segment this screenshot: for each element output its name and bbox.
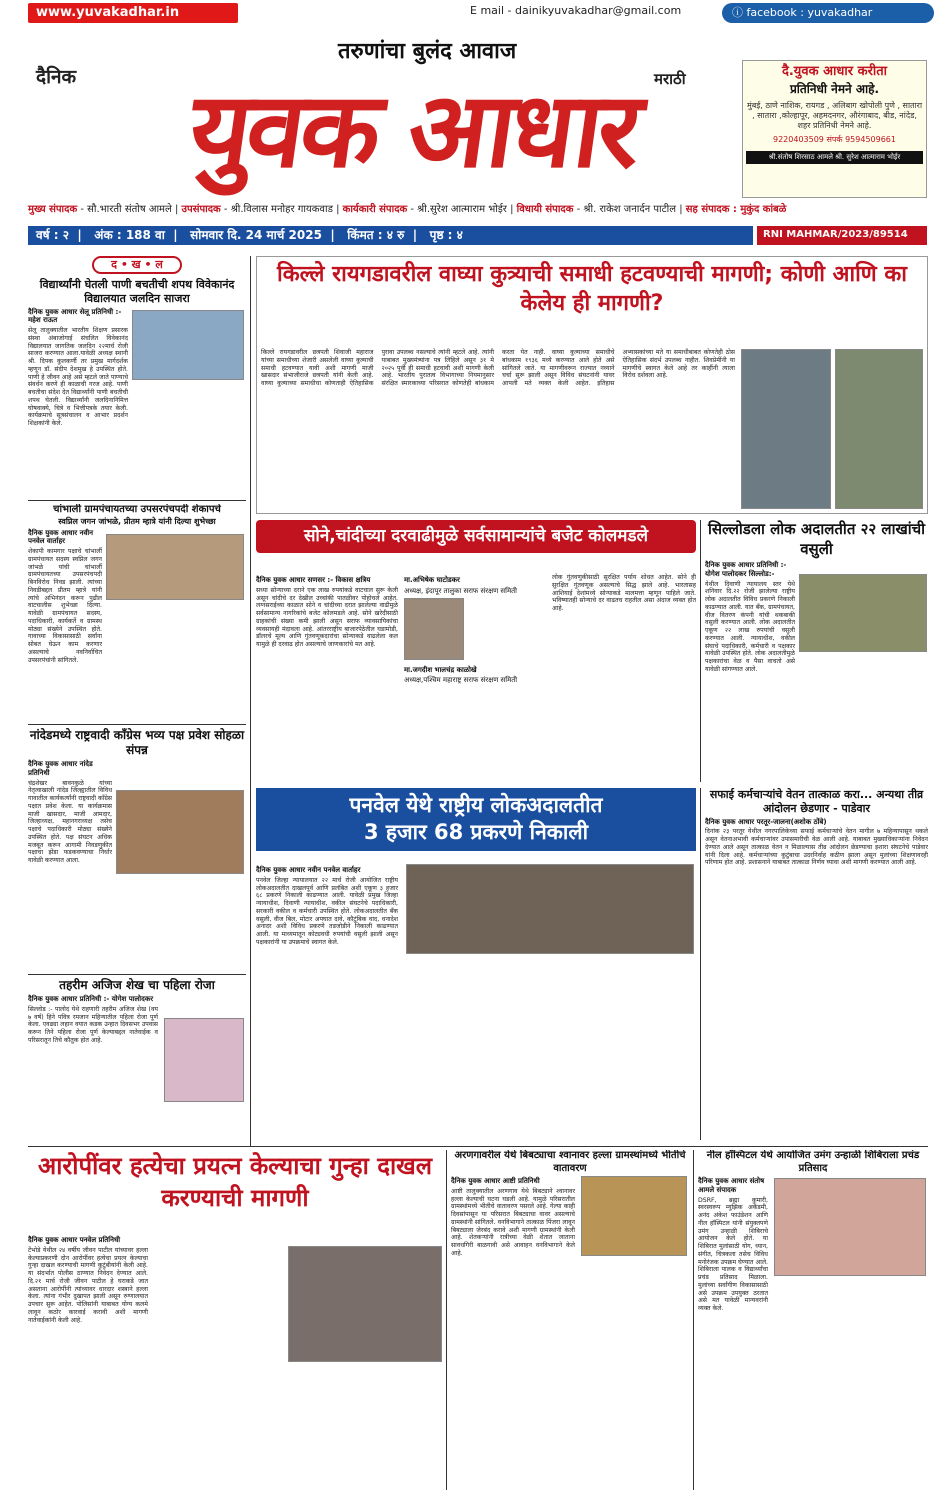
article-water-day [28,278,246,498]
article-photo [132,310,244,380]
staff-line: मुख्य संपादक - सौ.भारती संतोष आमले | उपसंपादक - श्री.विलास मनोहर गायकवाड | कार्यकारी संपादक - श्री.सुरेश आत्माराम भोईर | विधायी संपादक - श्री. राकेश जनार्दन पाटील | सह संपादक : मुकुंद कांबळे [28,204,787,215]
exec-editor: - श्री.सुरेश आत्माराम भोईर [410,204,507,215]
panvel-photo [406,864,694,954]
lead-photo-2 [835,349,923,509]
article-body: चंद्रशेखर बावनकुळे यांच्या नेतृत्वाखाली नांदेड जिल्ह्यातील विविध गावातील कार्यकर्त्यांनी राष्ट्रवादी काँग्रेस पक्षात प्रवेश केला. या कार्यक्रमास माजी खासदार, माजी आमदार, जिल्हाध्यक्ष, महानगराध्यक्ष तसेच पक्षाचे पदाधिकारी मोठ्या संख्येने उपस्थित होते. पक्ष संघटन अधिक मजबूत करून आगामी निवडणुकीत पक्षाचा झेंडा फडकवण्याचा निर्धार यावेळी करण्यात आला. [28,779,112,864]
deputy-editor-label: उपसंपादक [181,204,221,215]
neel-headline: नील हॉस्पिटल येथे आयोजित उमंग उन्हाळी शिबिराला प्रचंड प्रतिसाद [706,1150,920,1174]
language-label: मराठी [654,70,686,88]
aropi-photo [288,1246,442,1362]
newspaper-logo: युवक आधार [182,68,646,191]
article-photo [164,1018,244,1102]
article-byline: दैनिक युवक आधार सेलू प्रतिनिधी :- महेश राऊत [28,307,122,325]
issue-pages: पृष्ठ : ४ [429,228,463,242]
aropi-headline: आरोपींवर हत्येचा प्रयत्न केल्याचा गुन्हा दाखल करण्याची मागणी [37,1152,433,1213]
sillod-body: येथील दिवाणी न्यायालय स्तर येथे शनिवार दि.२२ रोजी झालेल्या राष्ट्रीय लोक अदालतीत विविध प्रकरणे निकाली काढण्यात आली. यात बँक, ग्रामपंचायत, वीज वितरण कंपनी यांची थकबाकी वसुली करण्यात आली. लोक अदालतीत एकूण २२ लाख रुपयांची वसुली करण्यात आली. न्यायाधीश, वकील संघाचे पदाधिकारी, कर्मचारी व पक्षकार यावेळी उपस्थित होते. लोक अदालतीमुळे पक्षकारांचा वेळ व पैसा वाचतो असे यावेळी सांगण्यात आले. [705,580,795,673]
slogan: तरुणांचा बुलंद आवाज [338,39,517,64]
neel-photo [774,1178,926,1276]
issue-year: वर्ष : २ [36,228,70,242]
safai-body: दिनांक २३ परतूर येथील नगरपालिकेच्या सफाई कर्मचाऱ्यांचे वेतन मागील ७ महिन्यापासून थकले असून वेतनाअभावी कर्मचाऱ्यांवर उपासमारीची वेळ आली आहे. याबाबत मुख्याधिकाऱ्यांना निवेदन देण्यात आले असून तात्काळ वेतन न मिळाल्यास तीव्र आंदोलन छेडण्याचा इशारा संघटनेचे पाडेवार यांनी दिला आहे. कर्मचाऱ्यांच्या कुटुंबाचा उदरनिर्वाह कठीण झाला असून मुलांच्या शिक्षणावरही परिणाम होत आहे. प्रशासनाने याबाबत तात्काळ निर्णय घ्यावा अशी मागणी करण्यात आली आहे. [705,828,928,867]
article-body: शेकापी कामगार पक्षाचे चांभार्ली ग्रामपंचायत सदस्य स्वप्निल जगन जांभळे यांची चांभार्ली ग्रामपंचायतच्या उपसरपंचपदी बिनविरोध निवड झाली. त्यांच्या निवडीबद्दल प्रीतम म्हात्रे यांनी त्यांचे अभिनंदन करून पुढील वाटचालीस शुभेच्छा दिल्या. यावेळी ग्रामपंचायत सदस्य, पदाधिकारी, कार्यकर्ते व ग्रामस्थ मोठ्या संख्येने उपस्थित होते. गावाच्या विकासासाठी सर्वांना सोबत घेऊन काम करणार असल्याचे नवनिर्वाचित उपसरपंचांनी सांगितले. [28,548,102,664]
sillod-headline: सिल्लोडला लोक अदालतीत २२ लाखांची वसुली [707,520,926,558]
quote1-name: मा.अभिषेक घाटोडकर [404,576,460,584]
issue-date: सोमवार दि. 24 मार्च 2025 [190,228,322,242]
quote2-name: मा.जगदीश भालचंद्र काळोखे [404,665,477,674]
lead-photo-1 [741,349,831,509]
neel-body: DSRF, ब्रह्मा कुमारी, स्वरस्वरूप म्युझिक अकॅडमी, अनंद अंकेश फाउंडेशन आणि नील हॉस्पिटल यांनी संयुक्तपणे उमंग उन्हाळी शिबिराचे आयोजन केले होते. या शिबिरात मुलांसाठी योग, ध्यान, संगीत, चित्रकला तसेच विविध मनोरंजक उपक्रम घेण्यात आले. शिबिराला पालक व विद्यार्थ्यांचा प्रचंड प्रतिसाद मिळाला. मुलांच्या सर्वांगीण विकासासाठी असे उपक्रम उपयुक्त ठरतात असे मत यावेळी मान्यवरांनी व्यक्त केले. [698,1196,768,1312]
panvel-headline-line1: पनवेल येथे राष्ट्रीय लोकअदालतीत [349,793,603,817]
article-photo [106,534,244,600]
article-headline: तहरीम अजिज शेख चा पहिला रोजा [59,978,215,992]
legal-editor-label: विधायी संपादक [516,204,574,215]
gold-body: सध्या सोन्याच्या दराने एक लाख रुपयांकडे वाटचाल सुरू केली असून चांदीचे दर देखील उच्चांकी पातळीवर पोहोचले आहेत. लग्नसराईच्या काळात सोने व चांदीच्या दरात झालेल्या वाढीमुळे सर्वसामान्य नागरिकांचे बजेट कोलमडले आहे. सोने खरेदीसाठी ग्राहकांची संख्या कमी झाली असून सराफ व्यावसायिकांचा व्यवसायही मंदावला आहे. आंतरराष्ट्रीय बाजारपेठेतील घडामोडी, डॉलरचे मूल्य आणि गुंतवणूकदारांचा सोन्याकडे वाढलेला कल यामुळे ही दरवाढ होत असल्याचे जाणकारांचे मत आहे. [256,586,398,648]
issue-info-bar: वर्ष : २ | अंक : 188 वा | सोमवार दि. 24 मार्च 2025 | किंमत : ४ रु | पृष्ठ : ४ [28,226,753,245]
issue-price: किंमत : ४ रु [347,228,405,242]
quote2-title: अध्यक्ष,पश्चिम महाराष्ट्र सराफ संरक्षण समिती [404,676,518,685]
article-body: सिल्लोड :- पालोद येथे राहणारी तहरीम अजिज शेख (वय ७ वर्ष) हिने पवित्र रमजान महिन्यातील पहिला रोजा पूर्ण केला. एवढ्या लहान वयात कडक उन्हात दिवसभर उपवास करून तिने पहिला रोजा पूर्ण केल्याबद्दल नातेवाईक व परिसरातून तिचे कौतुक होत आहे. [28,1005,158,1044]
safai-headline: सफाई कर्मचाऱ्यांचे वेतन तात्काळ करा... अन्यथा तीव्र आंदोलन छेडणार - पाडेवार [709,788,924,815]
safai-story [705,788,928,1140]
issue-number: अंक : 188 वा [94,228,165,242]
gold-story [256,520,696,782]
chief-editor-label: मुख्य संपादक [28,204,78,215]
quote1-title: अध्यक्ष, इंदापूर तालुका सराफ संरक्षण समिती [404,586,517,595]
ad-line2: प्रतिनिधी नेमने आहे. [789,82,880,97]
ad-phones: 9220403509 संपर्क 9594509661 [773,135,896,145]
leopard-story [451,1150,689,1490]
leopard-byline: दैनिक युवक आधार आष्टी प्रतिनिधी [451,1177,540,1185]
ad-line1: दै.युवक आधार करीता [781,64,888,79]
article-headline: विद्यार्थ्यांनी घेतली पाणी बचतीची शपथ विवेकानंद विद्यालयात जलदिन साजरा [39,278,235,305]
article-byline: दैनिक युवक आधार प्रतिनिधी :- योगेश पालोदकर [28,995,154,1003]
facebook-banner[interactable] [722,3,934,23]
lead-story [256,256,928,514]
article-body: सेलू तालुक्यातील भारतीय शिक्षण प्रसारक संस्था अंबाजोगाई संचलित विवेकानंद विद्यालयात जागतिक जलदिन २२मार्च रोजी साजरा करण्यात आला.यावेळी अध्यक्ष स्थानी श्री. दिपक कुलकर्णी तर प्रमुख मार्गदर्शक म्हणून डॉ. संदीप देशमुख हे उपस्थित होते. पाणी हे जीवन आहे असे म्हटले जाते पाण्याचे संवर्धन करणे ही काळाची गरज आहे. पाणी बचतीचा संदेश देत विद्यार्थ्यांनी पाणी बचतीची शपथ घेतली. विद्यार्थ्यांनी जलदिनानिमित्त घोषवाक्ये, चित्रे व भित्तीपत्रके तयार केली. कार्यक्रमाचे सूत्रसंचालन व आभार प्रदर्शन शिक्षकांनी केले. [28,327,128,427]
aropi-story [28,1150,442,1490]
panvel-headline [256,788,696,851]
neel-byline: दैनिक युवक आधार संतोष आमले संपादक [698,1177,765,1194]
article-headline: चांभार्ली ग्रामपंचायतच्या उपसरपंचपदी शेकापचे [53,504,221,515]
lead-headline: किल्ले रायगडावरील वाघ्या कुत्र्याची समाधी हटवण्याची मागणी; कोणी आणि का केलेय ही मागणी? [277,262,907,316]
quote1-photo [404,598,464,660]
rni-number: RNI MAHMAR/2023/89514 [757,226,927,245]
article-roza [28,978,246,1144]
sillod-photo [799,574,927,652]
article-chambharli [28,504,246,722]
leopard-body: आष्टी तालुक्यातील अरणगाव येथे बिबट्याने श्वानावर हल्ला केल्याची घटना घडली आहे. यामुळे परिसरातील ग्रामस्थांमध्ये भीतीचे वातावरण पसरले आहे. गेल्या काही दिवसांपासून या परिसरात बिबट्याचा वावर असल्याचे ग्रामस्थांनी सांगितले. वनविभागाने तात्काळ पिंजरा लावून बिबट्याला जेरबंद करावे अशी मागणी ग्रामस्थांनी केली आहे. शेतकऱ्यांनी रात्रीच्या वेळी शेतात जाताना सावधगिरी बाळगावी असे आवाहन वनविभागाने केले आहे. [451,1187,575,1257]
reporter-recruitment-ad [742,60,927,198]
panvel-body: पनवेल जिल्हा न्यायालयात २२ मार्च रोजी आयोजित राष्ट्रीय लोकअदालतीत दाखलपूर्व आणि प्रलंबित अशी एकूण ३ हजार ६८ प्रकरणे निकाली काढण्यात आली. यावेळी प्रमुख जिल्हा न्यायाधीश, दिवाणी न्यायाधीश, वकील संघटनेचे पदाधिकारी, सरकारी वकील व कर्मचारी उपस्थित होते. लोकअदालतीत बँक वसुली, वीज बिल, मोटार अपघात दावे, कौटुंबिक वाद, धनादेश अनादर अशी विविध प्रकरणे तडजोडीने निकाली काढण्यात आली. या माध्यमातून कोट्यवधी रुपयांची वसुली झाली असून पक्षकारांनी या उपक्रमाचे स्वागत केले. [256,876,398,946]
sillod-story [705,520,928,782]
article-photo [116,790,244,874]
daily-label: दैनिक [36,66,77,88]
article-headline: नांदेडमध्ये राष्ट्रवादी काँग्रेस भव्य पक्ष प्रवेश सोहळा संपन्न [29,728,245,757]
aropi-byline: दैनिक युवक आधार पनवेल प्रतिनिधी [28,1236,121,1244]
article-nanded [28,728,246,972]
chief-editor: - सौ.भारती संतोष आमले [80,204,172,215]
ad-names: श्री.संतोष शिरसाठ आमले श्री. सुरेश आत्माराम भोईर [746,151,923,164]
deputy-editor: - श्री.विलास मनोहर गायकवाड [223,204,333,215]
exec-editor-label: कार्यकारी संपादक [342,204,408,215]
gold-byline: दैनिक युवक आधार सणसर :- विकास क्षत्रिय [256,576,371,584]
facebook-icon: ⓘ [732,6,747,19]
lead-body: किल्ले रायगडावरील छत्रपती शिवाजी महाराज यांच्या समाधीच्या शेजारी असलेली वाघ्या कुत्र्याची समाधी हटवण्यात यावी अशी मागणी माजी खासदार संभाजीराजे छत्रपती यांनी केली आहे. वाघ्या कुत्र्याच्या समाधीचा कोणताही ऐतिहासिक पुरावा उपलब्ध नसल्याचे त्यांनी म्हटले आहे. त्यांनी याबाबत मुख्यमंत्र्यांना पत्र लिहिले असून ३१ मे २०२५ पूर्वी ही समाधी हटवावी अशी मागणी केली आहे. भारतीय पुरातत्व विभागाच्या नियमानुसार संरक्षित स्मारकाच्या परिसरात कोणतेही बांधकाम करता येत नाही. वाघ्या कुत्र्याच्या समाधीचे बांधकाम १९३६ मध्ये करण्यात आले होते असे सांगितले जाते. या मागणीवरून राज्यात नव्याने चर्चा सुरू झाली असून विविध संघटनांनी यावर आपली मते व्यक्त केली आहेत. इतिहास अभ्यासकांच्या मते या समाधीबाबत कोणतेही ठोस ऐतिहासिक संदर्भ उपलब्ध नाहीत. शिवप्रेमींनी या मागणीचे स्वागत केले आहे तर काहींनी त्याला विरोध दर्शवला आहे. [261,349,735,387]
panvel-story [256,788,696,1140]
dekhal-badge: द • ख • ल [92,256,182,274]
gold-headline: सोने,चांदीच्या दरवाढीमुळे सर्वसामान्यांचे बजेट कोलमडले [256,520,696,553]
website-banner[interactable]: www.yuvakadhar.in [28,3,238,23]
aropi-body: टेंभोडे येथील २४ वर्षीय जीवन पाटील यांच्यावर हल्ला केल्याप्रकरणी दोन आरोपींवर हत्येचा प्रयत्न केल्याचा गुन्हा दाखल करण्याची मागणी कुटुंबीयांनी केली आहे. या संदर्भात पोलीस ठाण्यात निवेदन देण्यात आले. दि.२१ मार्च रोजी जीवन पाटील हे घराकडे जात असताना आरोपींनी त्यांच्यावर धारदार शस्त्राने हल्ला केला. त्यांना गंभीर दुखापत झाली असून रुग्णालयात उपचार सुरू आहेत. पोलिसांनी याबाबत योग्य कलमे लावून कठोर कारवाई करावी अशी मागणी नातेवाईकांनी केली आहे. [28,1246,148,1324]
article-byline: दैनिक युवक आधार नांदेड प्रतिनिधी [28,760,93,777]
panvel-byline: दैनिक युवक आधार नवीन पनवेल वार्ताहर [256,866,361,874]
article-subheadline: स्वप्निल जगन जांभळे, प्रीतम म्हात्रे यांनी दिल्या शुभेच्छा [58,516,216,526]
assoc-editor: सह संपादक : मुकुंद कांबळे [685,204,787,215]
legal-editor: - श्री. राकेश जनार्दन पाटील [576,204,677,215]
article-byline: दैनिक युवक आधार नवीन पनवेल वार्ताहर [28,528,94,546]
leopard-photo [581,1176,687,1256]
leopard-headline: अरणगावरील येथे बिबट्याचा श्वानावर हल्ला ग्रामस्थांमध्ये भीतीचे वातावरण [454,1150,686,1174]
safai-byline: दैनिक युवक आधार परतूर-जालना(अशोक ठोंबे) [705,817,827,826]
email-text: E mail - dainikyuvakadhar@gmail.com [470,4,682,17]
facebook-label: facebook : yuvakadhar [746,6,873,19]
neel-story [698,1150,928,1490]
panvel-headline-line2: 3 हजार 68 प्रकरणे निकाली [363,820,589,845]
gold-body2: लोक गुंतवणुकीसाठी सुरक्षित पर्याय शोधत आहेत. सोने ही सुरक्षित गुंतवणूक असल्याचे सिद्ध झाले आहे. भारतासह आशियाई देशांमध्ये सोन्याकडे मालमत्ता म्हणून पाहिले जाते. भविष्यातही सोन्याचे दर वाढतच राहतील असा अंदाज व्यक्त होत आहे. [552,574,696,612]
sillod-byline: दैनिक युवक आधार प्रतिनिधी :- योगेश पालोदकर सिल्लोड:- [705,561,787,578]
ad-cities: मुंबई, ठाणे नाशिक, रायगड , अलिबाग खोपोली पुणे , सातारा , सातारा ,कोल्हापूर, अहमदनगर, औरंगाबाद, बीड, नांदेड, शहर प्रतिनिधी नेमने आहे. [746,101,923,131]
